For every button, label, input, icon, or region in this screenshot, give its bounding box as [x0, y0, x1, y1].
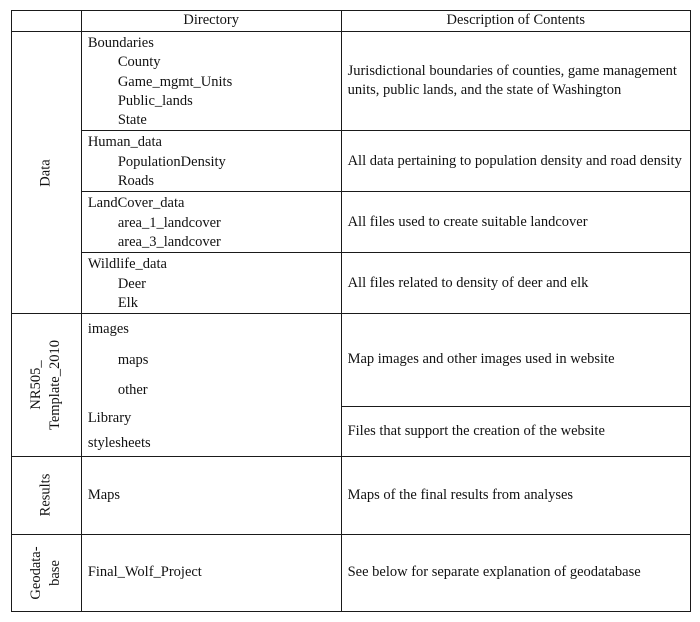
subfolder-name: County [117, 54, 161, 71]
description-cell: All files used to create suitable landcover [341, 192, 690, 253]
header-description: Description of Contents [341, 11, 690, 32]
subfolder-name: other [117, 382, 148, 399]
header-row [12, 11, 691, 32]
table-row [12, 32, 691, 131]
description-cell: All data pertaining to population density and road density [341, 131, 690, 192]
table-row [12, 192, 691, 253]
section-label-data [12, 32, 82, 314]
section-label-text: Data [37, 158, 54, 187]
directory-cell [81, 534, 341, 611]
section-label-nr505-template [12, 314, 82, 457]
table-row [12, 456, 691, 534]
description-cell: All files related to density of deer and elk [341, 253, 690, 314]
directory-cell [81, 192, 341, 253]
subfolder-name: PopulationDensity [117, 153, 226, 170]
directory-cell [81, 314, 341, 457]
table-row [12, 131, 691, 192]
directory-table [11, 10, 691, 612]
section-label-results [12, 456, 82, 534]
subfolder-name: Elk [117, 294, 138, 311]
description-cell: Map images and other images used in website [341, 314, 690, 407]
header-directory: Directory [81, 11, 341, 32]
folder-name: images [87, 321, 129, 338]
section-label-geodatabase [12, 534, 82, 611]
section-label-line: NR505_ [28, 360, 45, 410]
directory-cell [81, 32, 341, 131]
subfolder-name: maps [117, 351, 149, 368]
subfolder-name: Deer [117, 275, 146, 292]
folder-name: Human_data [87, 134, 162, 151]
directory-cell [81, 253, 341, 314]
header-section [12, 11, 82, 32]
subfolder-name: Game_mgmt_Units [117, 73, 233, 90]
section-label-line: base [47, 559, 64, 586]
folder-name: LandCover_data [87, 195, 185, 212]
directory-cell [81, 456, 341, 534]
subfolder-name: area_1_landcover [117, 214, 221, 231]
folder-name: Wildlife_data [87, 256, 167, 273]
subfolder-name: Public_lands [117, 92, 193, 109]
subfolder-name: Roads [117, 173, 155, 190]
section-label-line: Template_2010 [47, 339, 64, 430]
folder-name: Final_Wolf_Project [87, 564, 202, 580]
folder-name: Boundaries [87, 35, 154, 51]
folder-name: Library [87, 409, 132, 426]
folder-name: stylesheets [87, 434, 151, 451]
folder-name: Maps [87, 486, 121, 503]
table-row [12, 314, 691, 407]
description-cell: Maps of the final results from analyses [341, 456, 690, 534]
subfolder-name: State [117, 112, 147, 129]
table-row [12, 534, 691, 611]
section-label-text [27, 546, 65, 599]
table-row [12, 253, 691, 314]
description-cell: See below for separate explanation of geodatabase [341, 534, 690, 611]
directory-cell [81, 131, 341, 192]
section-label-text: Results [37, 473, 54, 517]
description-cell: Files that support the creation of the website [341, 407, 690, 457]
description-cell: Jurisdictional boundaries of counties, game management units, public lands, and the state of Washington [341, 32, 690, 131]
subfolder-name: area_3_landcover [117, 233, 221, 250]
section-label-line: Geodata- [28, 546, 45, 600]
section-label-text [27, 340, 65, 430]
